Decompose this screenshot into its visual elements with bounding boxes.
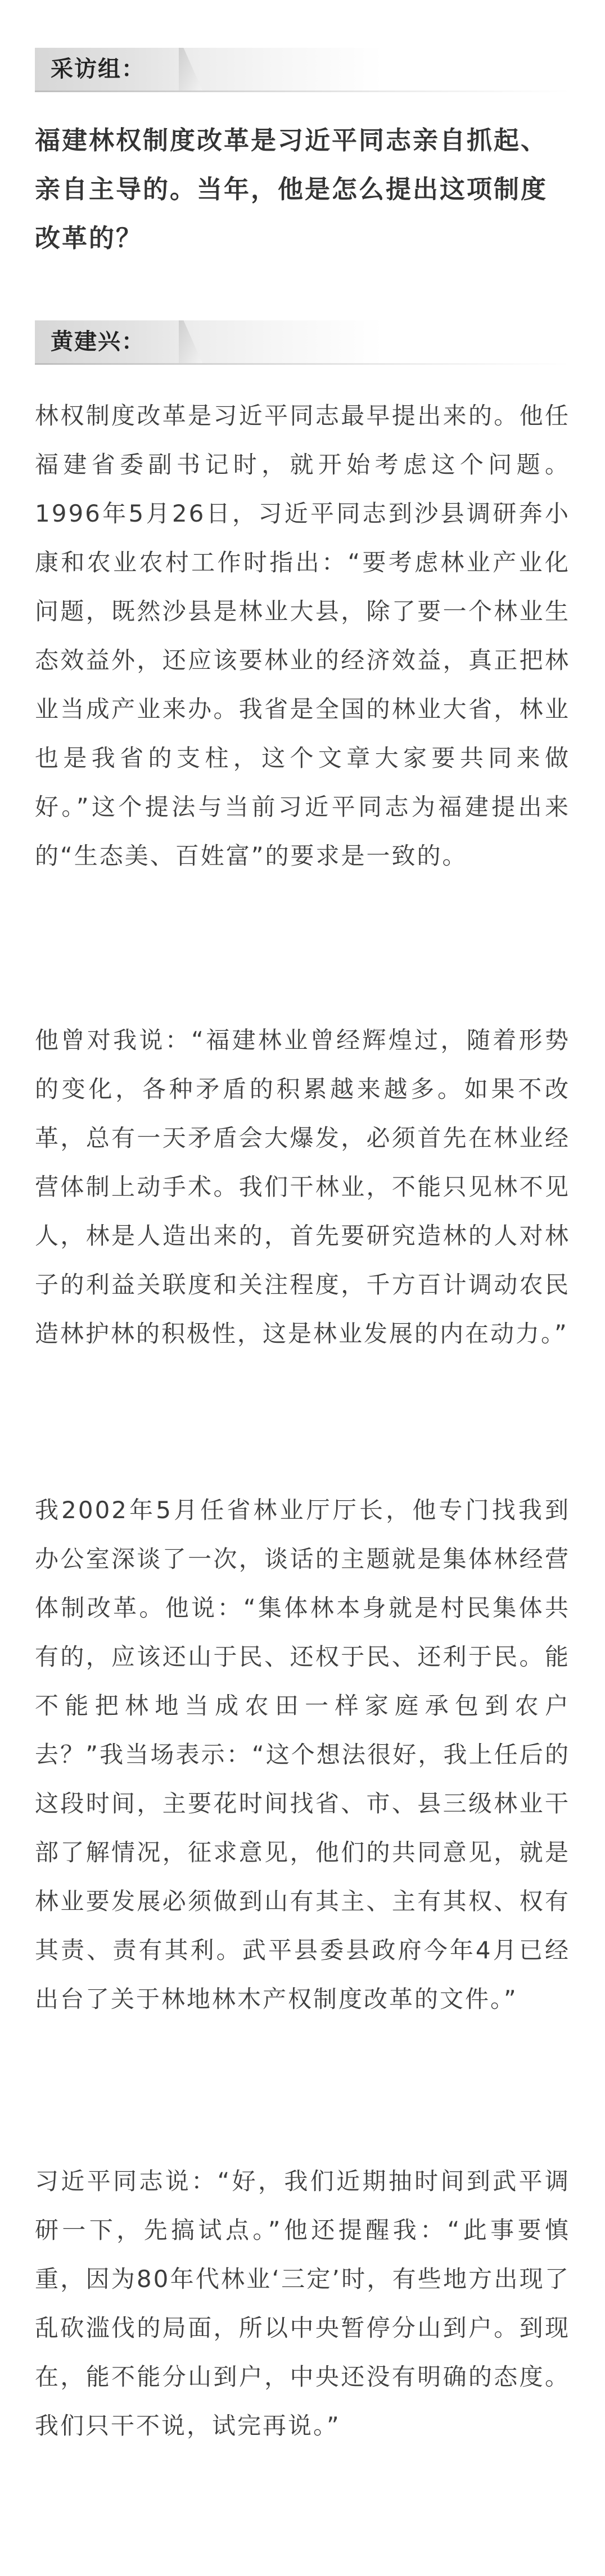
respondent-label: 黄建兴： xyxy=(51,329,145,355)
label-notch-decoration xyxy=(179,320,202,363)
label-underline xyxy=(35,90,570,92)
respondent-label-bar xyxy=(35,320,570,365)
answer-paragraph-2: 他曾对我说：“福建林业曾经辉煌过，随着形势的变化，各种矛盾的积累越来越多。如果不改革，总有一天矛盾会大爆发，必须首先在林业经营体制上动手术。我们干林业，不能只见林不见人，林是人造出来的，首先要研究造林的人对林子的利益关联度和关注程度，千方百计调动农民造林护林的积极性，这是林业发展的内在动力。” xyxy=(35,1026,570,1347)
label-underline xyxy=(35,363,570,365)
answer-paragraph-4: 习近平同志说：“好，我们近期抽时间到武平调研一下，先搞试点。”他还提醒我：“此事要慎重，因为80年代林业‘三定’时，有些地方出现了乱砍滥伐的局面，所以中央暂停分山到户。到现在，能不能分山到户，中央还没有明确的态度。我们只干不说，试完再说。” xyxy=(35,2167,570,2439)
interviewer-label: 采访组： xyxy=(51,56,145,82)
label-notch-decoration xyxy=(179,48,202,90)
interview-question: 福建林权制度改革是习近平同志亲自抓起、亲自主导的。当年，他是怎么提出这项制度改革的？ xyxy=(35,125,548,253)
answer-paragraph-1: 林权制度改革是习近平同志最早提出来的。他任福建省委副书记时，就开始考虑这个问题。1996年5月26日，习近平同志到沙县调研奔小康和农业农村工作时指出：“要考虑林业产业化问题，既然沙县是林业大县，除了要一个林业生态效益外，还应该要林业的经济效益，真正把林业当成产业来办。我省是全国的林业大省，林业也是我省的支柱，这个文章大家要共同来做好。”这个提法与当前习近平同志为福建提出来的“生态美、百姓富”的要求是一致的。 xyxy=(35,402,570,870)
label-background xyxy=(35,320,570,363)
label-background xyxy=(35,48,570,90)
interviewer-label-bar xyxy=(35,48,570,92)
answer-paragraph-3: 我2002年5月任省林业厅厅长，他专门找我到办公室深谈了一次，谈话的主题就是集体林经营体制改革。他说：“集体林本身就是村民集体共有的，应该还山于民、还权于民、还利于民。能不能把林地当成农田一样家庭承包到农户去？”我当场表示：“这个想法很好，我上任后的这段时间，主要花时间找省、市、县三级林业干部了解情况，征求意见，他们的共同意见，就是林业要发展必须做到山有其主、主有其权、权有其责、责有其利。武平县委县政府今年4月已经出台了关于林地林木产权制度改革的文件。” xyxy=(35,1496,570,2013)
